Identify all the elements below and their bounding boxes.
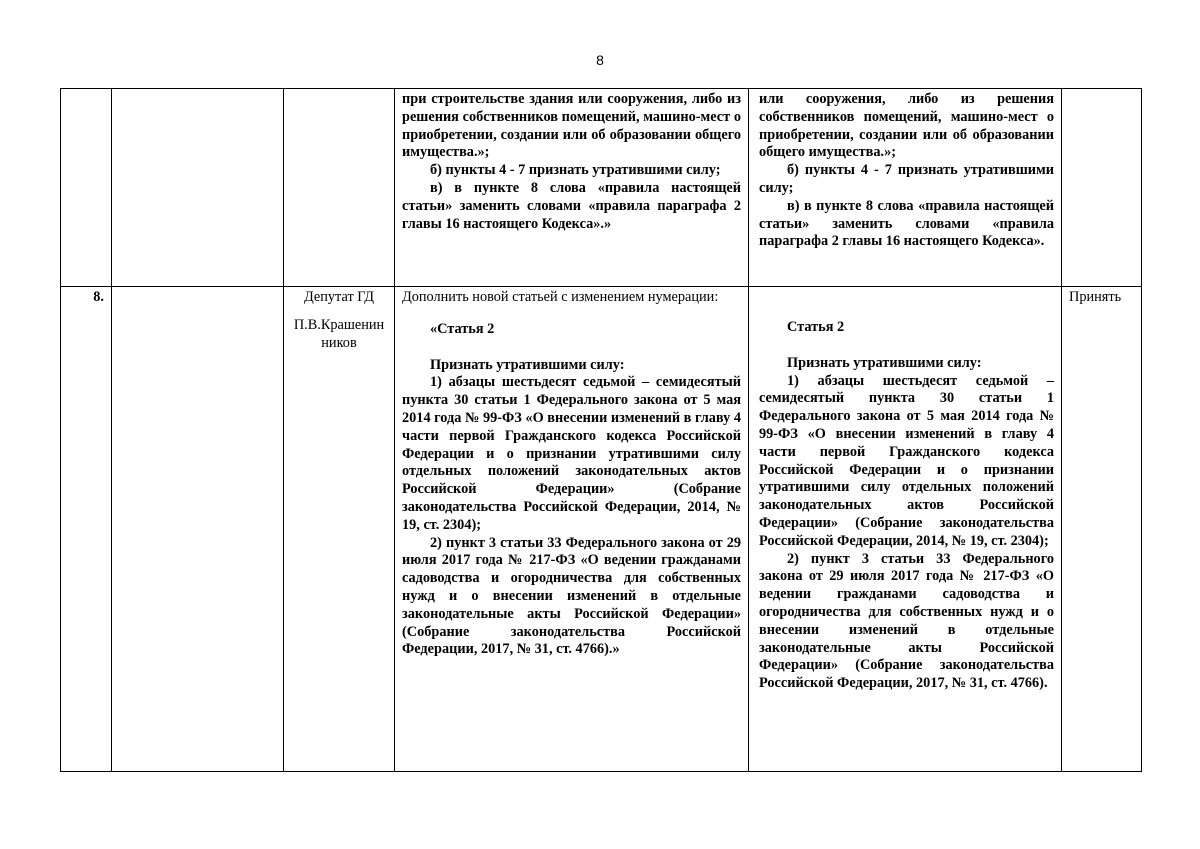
proposal-heading: Признать утратившими силу: — [430, 356, 625, 373]
result-article-title: Статья 2 — [787, 319, 845, 335]
proposal-intro: Дополнить новой статьей с изменением нумерации: — [402, 289, 719, 305]
paragraph: при строительстве здания или сооружения, либо из решения собственников помещений, машино-мест о приобретении, создании или об образовании общего имущества.»; — [402, 91, 741, 161]
result-item: 2) пункт 3 статьи 33 Федерального закона от 29 июля 2017 года № 217-ФЗ «О ведении гражданами садоводства и огородничества для собственных нужд и о внесении изменений в отдельные законодательные акты Российской Федерации» (Собрание законодательства Российской Федерации, 2017, № 31, ст. 4766). — [759, 550, 1054, 692]
article-cell — [112, 287, 284, 772]
number-cell — [61, 89, 112, 287]
result-cell — [749, 287, 1062, 772]
proposal-cell — [395, 89, 749, 287]
result-cell — [749, 89, 1062, 287]
proposal-item: 1) абзацы шестьдесят седьмой – семидесятый пункта 30 статьи 1 Федерального закона от 5 мая 2014 года № 99-ФЗ «О внесении изменений в главу 4 части первой Гражданского кодекса Российской Федерации и о признании утратившими силу отдельных положений законодательных актов Российской Федерации» (Собрание законодательства Российской Федерации, 2014, № 19, ст. 2304); — [402, 374, 741, 533]
table-row — [61, 287, 1142, 772]
paragraph: в) в пункте 8 слова «правила настоящей статьи» заменить словами «правила параграфа 2 главы 16 настоящего Кодекса».» — [402, 179, 741, 232]
paragraph: б) пункты 4 - 7 признать утратившими силу; — [430, 162, 721, 179]
decision-cell — [1062, 287, 1142, 772]
proposal-article-title: «Статья 2 — [430, 320, 495, 337]
article-cell — [112, 89, 284, 287]
decision-cell — [1062, 89, 1142, 287]
row-number: 8. — [61, 287, 112, 772]
author-name: П.В.Крашенинников — [293, 316, 385, 351]
proposal-cell — [395, 287, 749, 772]
author-title: Депутат ГД — [303, 289, 375, 305]
table-row — [61, 89, 1142, 287]
author-cell — [284, 287, 395, 772]
page-number: 8 — [596, 52, 604, 68]
result-heading: Признать утратившими силу: — [787, 354, 982, 371]
author-cell — [284, 89, 395, 287]
paragraph: в) в пункте 8 слова «правила настоящей статьи» заменить словами «правила параграфа 2 главы 16 настоящего Кодекса». — [759, 197, 1054, 250]
paragraph: б) пункты 4 - 7 признать утратившими силу; — [759, 162, 1054, 196]
decision-text: Принять — [1069, 289, 1122, 305]
paragraph: или сооружения, либо из решения собственников помещений, машино-мест о приобретении, создании или об образовании общего имущества.»; — [759, 91, 1054, 161]
result-item: 1) абзацы шестьдесят седьмой – семидесятый пункта 30 статьи 1 Федерального закона от 5 мая 2014 года № 99-ФЗ «О внесении изменений в главу 4 части первой Гражданского кодекса Российской Федерации и о признании утратившими силу отдельных положений законодательных актов Российской Федерации» (Собрание законодательства Российской Федерации, 2014, № 19, ст. 2304); — [759, 372, 1054, 549]
amendments-table — [60, 88, 1142, 772]
proposal-item: 2) пункт 3 статьи 33 Федерального закона от 29 июля 2017 года № 217-ФЗ «О ведении гражданами садоводства и огородничества для собственных нужд и о внесении изменений в отдельные законодательные акты Российской Федерации» (Собрание законодательства Российской Федерации, 2017, № 31, ст. 4766).» — [402, 534, 741, 658]
